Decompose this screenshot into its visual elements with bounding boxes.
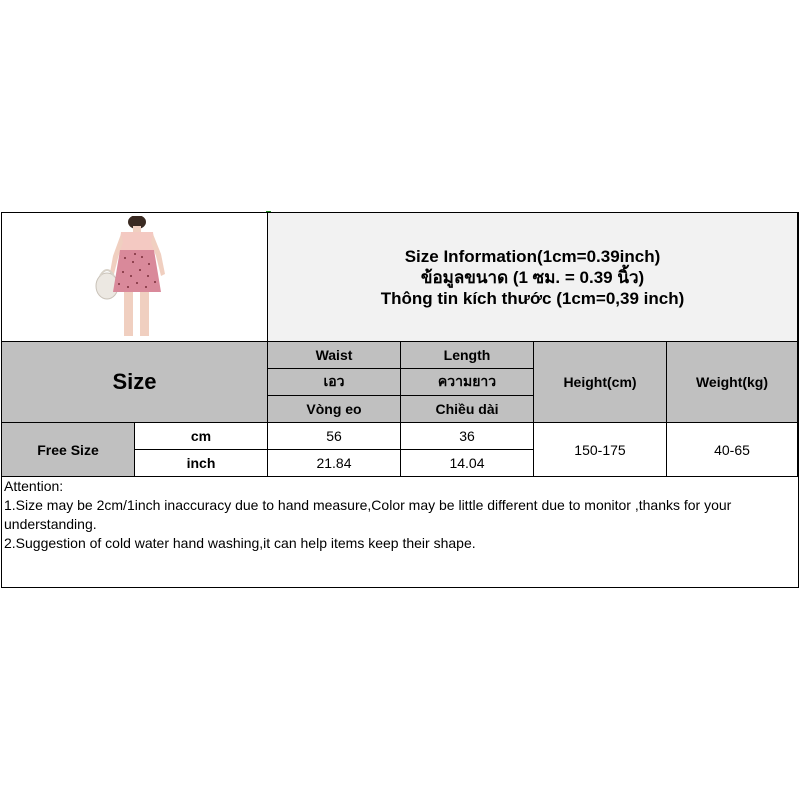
- height-header-label: Height(cm): [563, 374, 637, 390]
- length-cm-value: 36: [459, 428, 475, 444]
- model-photo: [85, 216, 185, 338]
- waist-th-header: [268, 369, 401, 396]
- unit-inch-label: inch: [186, 455, 216, 471]
- waist-cm-value: 56: [326, 428, 342, 444]
- waist-en-label: Waist: [315, 347, 353, 363]
- length-en-label: Length: [443, 347, 491, 363]
- weight-value: 40-65: [714, 441, 750, 458]
- length-vi-header: [401, 396, 534, 423]
- size-chart-sheet: [1, 212, 799, 588]
- unit-cm-label: cm: [190, 428, 212, 444]
- attention-note-1: 1.Size may be 2cm/1inch inaccuracy due to hand measure,Color may be little different due to monitor ,thanks for your understanding.: [4, 497, 732, 532]
- length-en-header: [401, 342, 534, 369]
- height-value: 150-175: [574, 441, 626, 458]
- waist-inch-value: 21.84: [316, 455, 352, 471]
- waist-vi-header: [268, 396, 401, 423]
- free-size-label: Free Size: [37, 441, 99, 458]
- waist-th-label: เอว: [323, 373, 345, 389]
- attention-note-2: 2.Suggestion of cold water hand washing,it can help items keep their shape.: [4, 535, 476, 551]
- length-vi-label: Chiều dài: [435, 401, 499, 417]
- unit-cm-cell: [135, 423, 268, 450]
- length-th-header: [401, 369, 534, 396]
- weight-header-label: Weight(kg): [695, 374, 769, 390]
- weight-header: [667, 342, 798, 423]
- length-th-label: ความยาว: [437, 373, 497, 389]
- title-thai: ข้อมูลขนาด (1 ซม. = 0.39 นิ้ว): [420, 267, 645, 287]
- height-value-cell: [534, 423, 667, 477]
- size-info-title-cell: [268, 213, 798, 342]
- free-size-cell: [2, 423, 135, 477]
- product-photo-cell: [2, 213, 268, 342]
- title-vietnamese: Thông tin kích thước (1cm=0,39 inch): [380, 288, 685, 308]
- attention-title: Attention:: [4, 478, 64, 494]
- attention-notes: [4, 477, 796, 553]
- length-cm-cell: [401, 423, 534, 450]
- size-header-label: Size: [112, 369, 157, 394]
- waist-inch-cell: [268, 450, 401, 477]
- length-inch-value: 14.04: [449, 455, 485, 471]
- waist-en-header: [268, 342, 401, 369]
- waist-vi-label: Vòng eo: [306, 401, 362, 417]
- height-header: [534, 342, 667, 423]
- waist-cm-cell: [268, 423, 401, 450]
- unit-inch-cell: [135, 450, 268, 477]
- weight-value-cell: [667, 423, 798, 477]
- title-english: Size Information(1cm=0.39inch): [404, 246, 661, 266]
- length-inch-cell: [401, 450, 534, 477]
- size-header-cell: [2, 342, 268, 423]
